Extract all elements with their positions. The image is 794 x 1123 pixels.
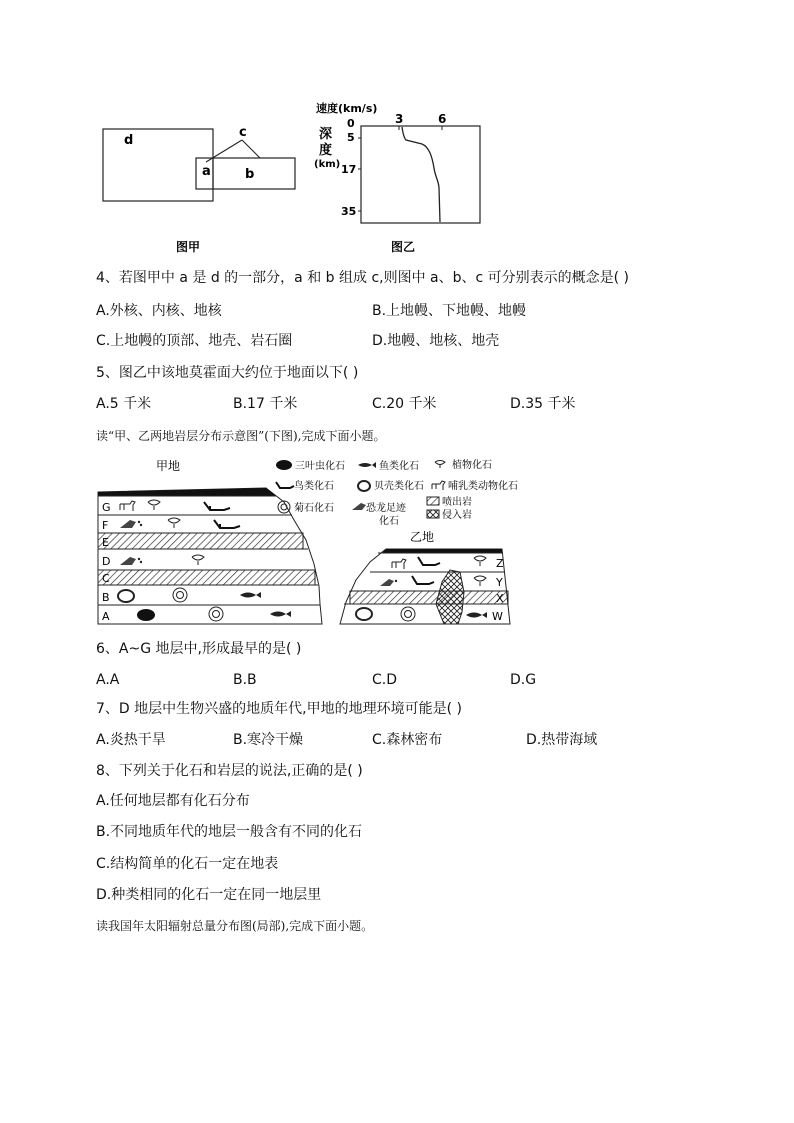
intro-strata: 读“甲、乙两地岩层分布示意图”(下图),完成下面小题。 [96, 429, 386, 443]
q4-option-b[interactable]: B.上地幔、下地幔、地幔 [372, 303, 527, 319]
q6-option-b[interactable]: B.B [233, 672, 257, 688]
question-8-stem: 8、下列关于化石和岩层的说法,正确的是( ) [96, 763, 363, 779]
q8-option-c[interactable]: C.结构简单的化石一定在地表 [96, 856, 279, 872]
shell-fossil-icon [118, 590, 134, 602]
figure-strata [94, 452, 544, 632]
label-yi-site: 乙地 [410, 530, 435, 544]
q6-option-c[interactable]: C.D [372, 672, 398, 688]
layer-c: C [102, 572, 110, 585]
q4-option-a[interactable]: A.外核、内核、地核 [96, 303, 222, 319]
q4-option-d[interactable]: D.地幔、地核、地壳 [372, 333, 500, 349]
shell-fossil-icon [356, 608, 372, 620]
q4-option-c[interactable]: C.上地幔的顶部、地壳、岩石圈 [96, 333, 293, 349]
svg-text:鱼类化石: 鱼类化石 [379, 461, 419, 472]
layer-z: Z [496, 557, 504, 570]
q7-option-b[interactable]: B.寒冷干燥 [233, 732, 304, 748]
svg-text:贝壳类化石: 贝壳类化石 [374, 481, 424, 492]
svg-text:哺乳类动物化石: 哺乳类动物化石 [448, 481, 518, 492]
label-c: c [239, 125, 247, 140]
figure-crust-structure [90, 96, 510, 261]
caption-yi: 图乙 [391, 240, 416, 254]
depth-tick-35: 35 [341, 205, 357, 218]
svg-text:恐龙足迹: 恐龙足迹 [366, 503, 406, 514]
speed-tick-3: 3 [395, 112, 404, 126]
question-7-stem: 7、D 地层中生物兴盛的地质年代,甲地的地理环境可能是( ) [96, 701, 462, 717]
depth-unit: (km) [314, 159, 341, 170]
velocity-curve [402, 127, 440, 222]
q6-option-d[interactable]: D.G [510, 672, 537, 688]
label-jia-site: 甲地 [156, 459, 181, 473]
depth-label-char1: 深 [319, 127, 333, 142]
q5-option-b[interactable]: B.17 千米 [233, 396, 298, 412]
layer-a: A [102, 610, 110, 623]
speed-tick-6: 6 [438, 112, 447, 126]
layer-f: F [102, 519, 109, 532]
q5-option-d[interactable]: D.35 千米 [510, 396, 576, 412]
depth-label-char2: 度 [319, 143, 333, 158]
svg-text:鸟类化石: 鸟类化石 [294, 481, 334, 492]
q8-option-d[interactable]: D.种类相同的化石一定在同一地层里 [96, 887, 322, 903]
layer-g: G [102, 501, 111, 514]
q7-option-a[interactable]: A.炎热干旱 [96, 732, 166, 748]
depth-tick-17: 17 [341, 163, 357, 176]
svg-text:三叶虫化石: 三叶虫化石 [295, 461, 345, 472]
layer-d: D [102, 555, 111, 568]
layer-w: W [492, 610, 503, 623]
depth-tick-5: 5 [347, 131, 355, 144]
legend [276, 458, 518, 527]
label-d: d [124, 133, 134, 148]
layer-e: E [102, 536, 109, 549]
svg-text:菊石化石: 菊石化石 [294, 503, 334, 514]
layer-x: X [496, 592, 504, 605]
q5-option-a[interactable]: A.5 千米 [96, 396, 152, 412]
q6-option-a[interactable]: A.A [96, 672, 120, 688]
q7-option-d[interactable]: D.热带海域 [526, 732, 598, 748]
svg-text:植物化石: 植物化石 [452, 460, 492, 471]
svg-text:侵入岩: 侵入岩 [442, 510, 472, 521]
label-b: b [245, 167, 255, 182]
depth-tick-0: 0 [347, 117, 355, 130]
svg-text:喷出岩: 喷出岩 [442, 497, 472, 508]
q8-option-a[interactable]: A.任何地层都有化石分布 [96, 793, 250, 809]
trilobite-fossil-icon [137, 609, 155, 621]
question-5-stem: 5、图乙中该地莫霍面大约位于地面以下( ) [96, 365, 359, 381]
question-6-stem: 6、A~G 地层中,形成最早的是( ) [96, 641, 302, 657]
velocity-plot-frame [361, 126, 480, 223]
layer-y: Y [496, 576, 503, 589]
q8-option-b[interactable]: B.不同地质年代的地层一般含有不同的化石 [96, 824, 363, 840]
question-4-stem: 4、若图甲中 a 是 d 的一部分，a 和 b 组成 c,则图中 a、b、c 可分别表示的概念是( ) [96, 270, 630, 286]
speed-axis-label: 速度(km/s) [316, 102, 378, 115]
layer-b: B [102, 591, 110, 604]
q5-option-c[interactable]: C.20 千米 [372, 396, 437, 412]
q7-option-c[interactable]: C.森林密布 [372, 732, 443, 748]
intro-solar-radiation: 读我国年太阳辐射总量分布图(局部),完成下面小题。 [96, 919, 374, 933]
caption-jia: 图甲 [176, 240, 201, 254]
label-a: a [202, 164, 211, 179]
svg-text:化石: 化石 [379, 516, 399, 527]
